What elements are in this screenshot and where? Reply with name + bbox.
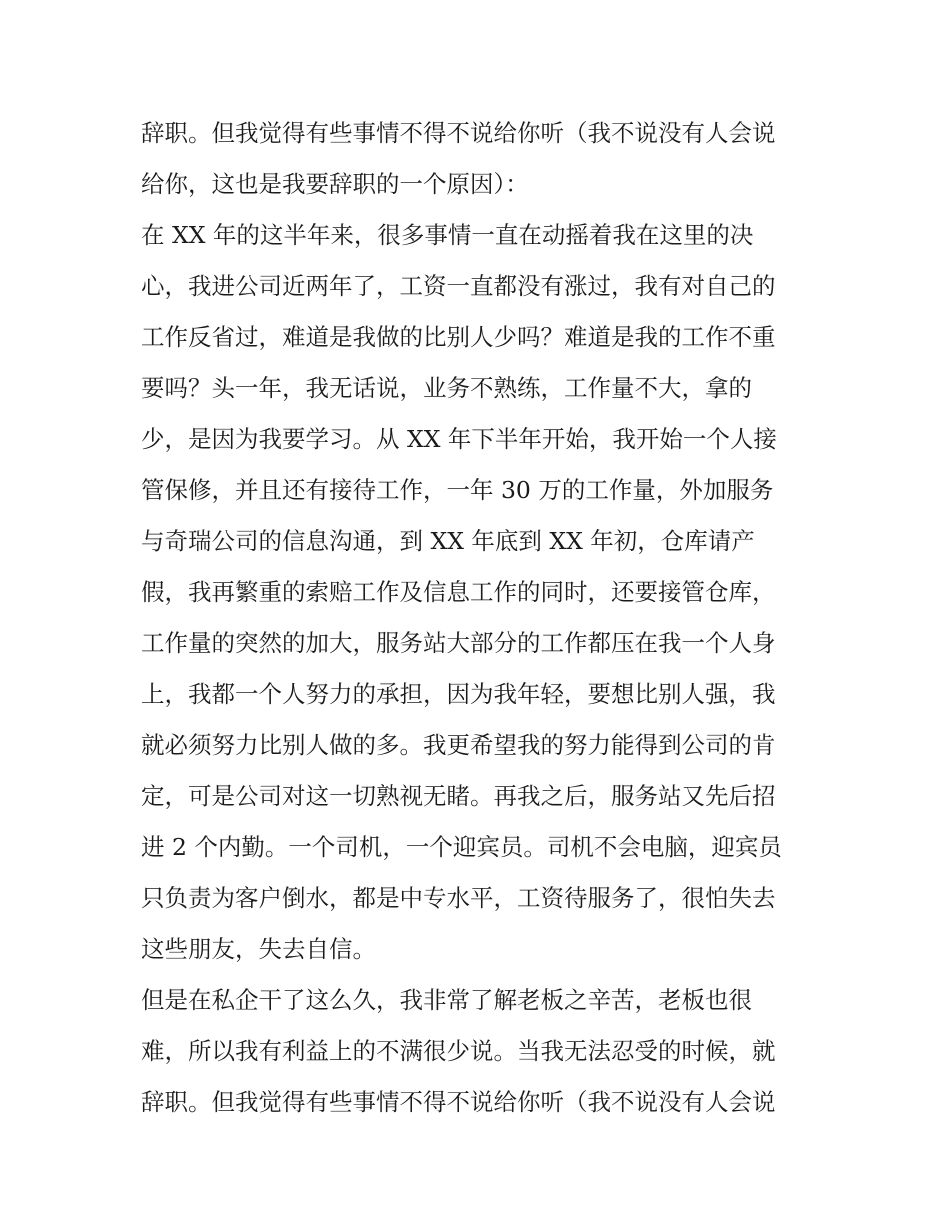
text-line: 只负责为客户倒水，都是中专水平，工资待服务了，很怕失去	[141, 884, 776, 912]
text-line: 工作反省过，难道是我做的比别人少吗？难道是我的工作不重	[141, 323, 776, 351]
text-line: 难，所以我有利益上的不满很少说。当我无法忍受的时候，就	[141, 1037, 776, 1065]
text-line: 这些朋友，失去自信。	[141, 935, 376, 963]
text-line: 在 XX 年的这半年来，很多事情一直在动摇着我在这里的决	[141, 221, 754, 249]
text-line: 但是在私企干了这么久，我非常了解老板之辛苦，老板也很	[141, 986, 752, 1014]
text-line: 辞职。但我觉得有些事情不得不说给你听（我不说没有人会说	[141, 119, 776, 147]
text-line: 给你，这也是我要辞职的一个原因）：	[141, 170, 529, 198]
body-text	[141, 108, 821, 1128]
text-line: 要吗？头一年，我无话说，业务不熟练，工作量不大，拿的	[141, 374, 752, 402]
text-line: 少，是因为我要学习。从 XX 年下半年开始，我开始一个人接	[141, 425, 777, 453]
text-line: 上，我都一个人努力的承担，因为我年轻，要想比别人强，我	[141, 680, 776, 708]
text-line: 就必须努力比别人做的多。我更希望我的努力能得到公司的肯	[141, 731, 776, 759]
text-line: 辞职。但我觉得有些事情不得不说给你听（我不说没有人会说	[141, 1088, 776, 1116]
text-line: 心，我进公司近两年了，工资一直都没有涨过，我有对自己的	[141, 272, 776, 300]
text-line: 工作量的突然的加大，服务站大部分的工作都压在我一个人身	[141, 629, 776, 657]
text-line: 与奇瑞公司的信息沟通，到 XX 年底到 XX 年初，仓库请产	[141, 527, 755, 555]
text-line: 假，我再繁重的索赔工作及信息工作的同时，还要接管仓库，	[141, 578, 776, 606]
text-line: 管保修，并且还有接待工作，一年 30 万的工作量，外加服务	[141, 476, 774, 504]
text-line: 定，可是公司对这一切熟视无睹。再我之后，服务站又先后招	[141, 782, 776, 810]
text-line: 进 2 个内勤。一个司机，一个迎宾员。司机不会电脑，迎宾员	[141, 833, 782, 861]
